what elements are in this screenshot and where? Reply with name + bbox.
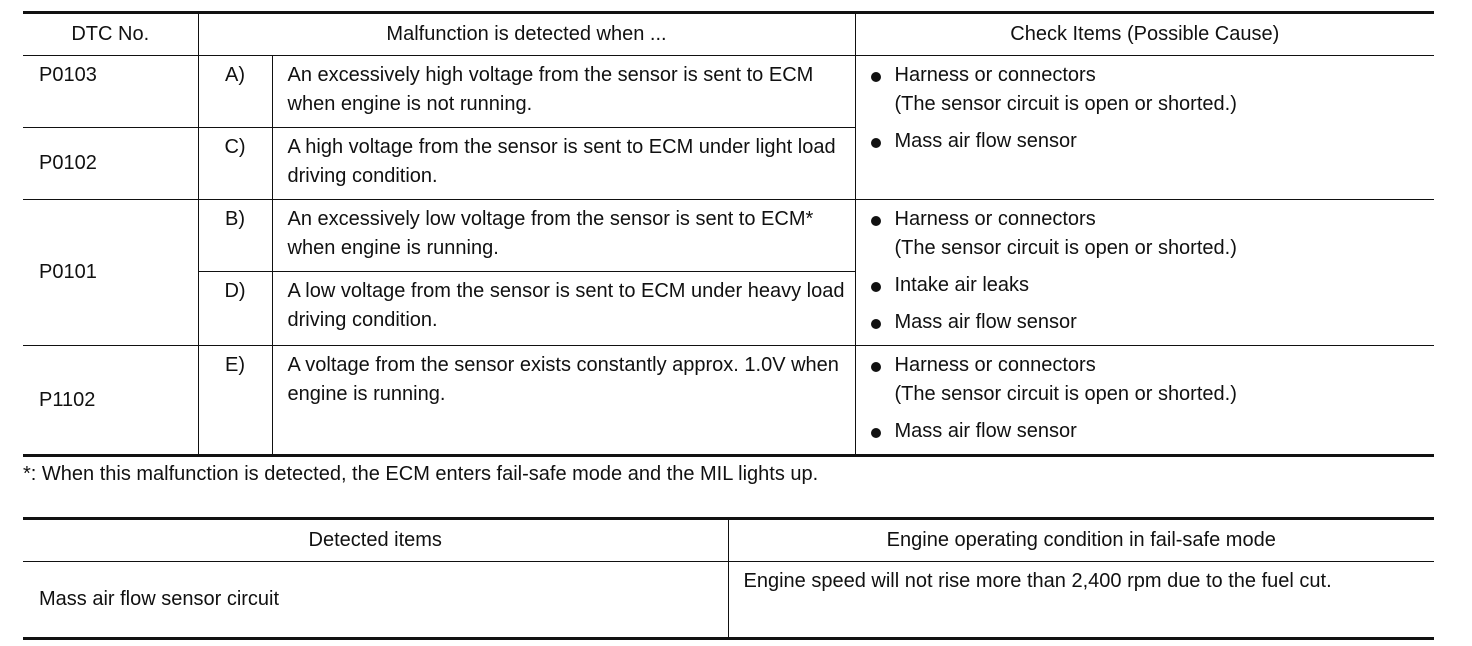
dtc-code: P1102: [39, 388, 96, 411]
check-item-text: Mass air flow sensor: [894, 130, 1077, 152]
check-item: [871, 417, 1425, 446]
check-items-group-2: [855, 200, 1434, 346]
check-item: [871, 271, 1425, 300]
check-item: [871, 351, 1425, 409]
check-item: [871, 61, 1425, 119]
malfunction-description: An excessively high voltage from the sensor is sent to ECM when engine is not running.: [272, 56, 855, 128]
dtc-table: [23, 11, 1434, 457]
table-row: [23, 562, 1434, 639]
check-item-text: Harness or connectors: [894, 208, 1096, 230]
condition-letter: A): [198, 56, 272, 128]
check-item-subtext: (The sensor circuit is open or shorted.): [894, 93, 1237, 115]
dtc-header-row: [23, 13, 1434, 56]
header-detected-items: Detected items: [23, 519, 728, 562]
condition-letter: C): [198, 128, 272, 200]
operating-condition: Engine speed will not rise more than 2,400 rpm due to the fuel cut.: [728, 562, 1434, 639]
failsafe-table: [23, 517, 1434, 640]
check-items-group-1: [855, 56, 1434, 200]
condition-letter: D): [198, 272, 272, 346]
check-item-text: Mass air flow sensor: [894, 311, 1077, 333]
header-dtc-no: DTC No.: [23, 13, 198, 56]
dtc-code: P0102: [23, 128, 198, 200]
detected-item: Mass air flow sensor circuit: [39, 588, 280, 610]
check-item-subtext: (The sensor circuit is open or shorted.): [894, 383, 1237, 405]
check-item: [871, 127, 1425, 156]
check-items-group-3: [855, 346, 1434, 456]
check-item-text: Harness or connectors: [894, 354, 1096, 376]
malfunction-description: A low voltage from the sensor is sent to ECM under heavy load driving condition.: [272, 272, 855, 346]
check-item: [871, 205, 1425, 263]
malfunction-description: An excessively low voltage from the sensor is sent to ECM* when engine is running.: [272, 200, 855, 272]
header-malfunction: Malfunction is detected when ...: [198, 13, 855, 56]
check-item-text: Intake air leaks: [894, 274, 1030, 296]
check-item-text: Harness or connectors: [894, 64, 1096, 86]
check-item-subtext: (The sensor circuit is open or shorted.): [894, 237, 1237, 259]
header-operating-condition: Engine operating condition in fail-safe mode: [728, 519, 1434, 562]
check-item-text: Mass air flow sensor: [894, 420, 1077, 442]
malfunction-description: A voltage from the sensor exists constantly approx. 1.0V when engine is running.: [272, 346, 855, 456]
dtc-code: P0103: [23, 56, 198, 128]
check-item: [871, 308, 1425, 337]
condition-letter: E): [198, 346, 272, 456]
failsafe-header-row: [23, 519, 1434, 562]
dtc-code: P0101: [23, 200, 198, 346]
condition-letter: B): [198, 200, 272, 272]
table-row: [23, 200, 1434, 272]
malfunction-description: A high voltage from the sensor is sent to ECM under light load driving condition.: [272, 128, 855, 200]
header-check-items: Check Items (Possible Cause): [855, 13, 1434, 56]
footnote: *: When this malfunction is detected, the ECM enters fail-safe mode and the MIL lights up.: [23, 463, 819, 485]
table-row: [23, 346, 1434, 456]
table-row: [23, 56, 1434, 128]
